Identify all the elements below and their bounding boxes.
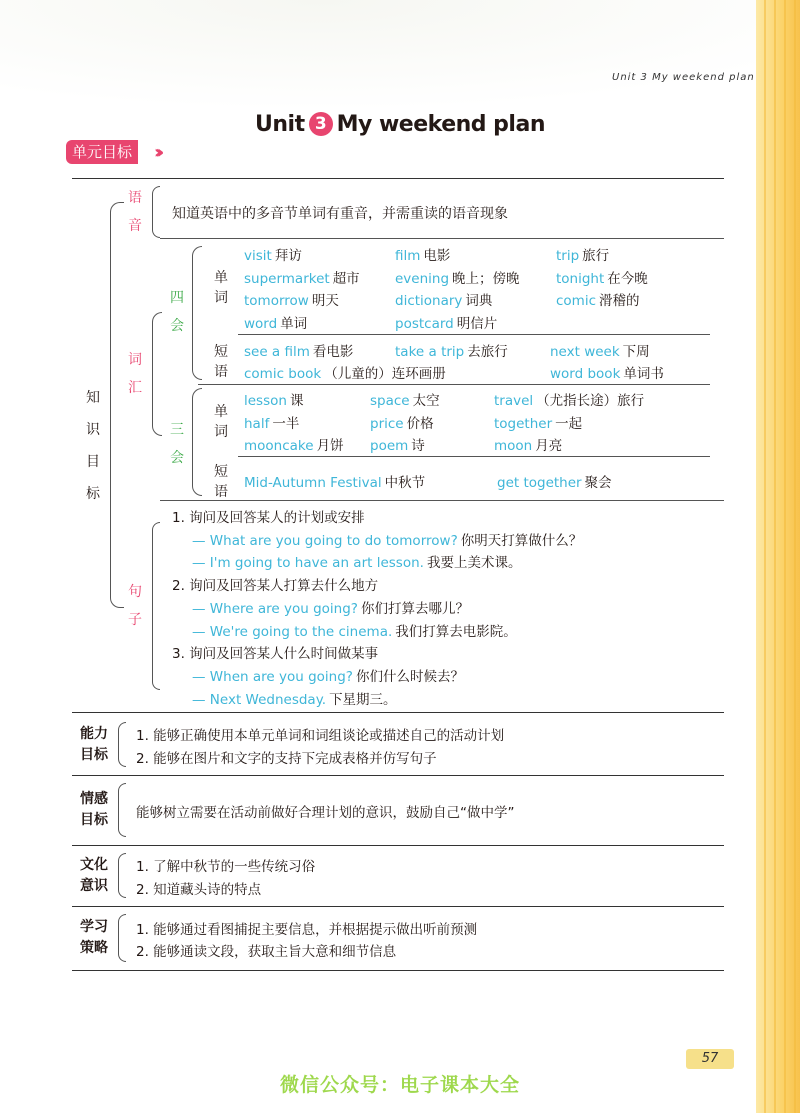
goal-label-line: 学习 [80, 919, 108, 935]
divider [160, 238, 724, 239]
english-term: travel [494, 393, 534, 409]
phrase-item [550, 340, 650, 360]
goal-item: 2. 能够在图片和文字的支持下完成表格并仿写句子 [136, 750, 437, 767]
word-item [494, 412, 582, 432]
english-term: see a film [244, 344, 310, 360]
english-term: Mid-Autumn Festival [244, 475, 382, 491]
word-item [370, 412, 434, 432]
word-item [244, 267, 360, 287]
chinese-meaning: 电影 [423, 248, 451, 264]
word-item [395, 267, 520, 287]
english-term: — I'm going to have an art lesson. [192, 555, 424, 572]
chinese-meaning: 明天 [311, 293, 339, 310]
word-item [494, 434, 562, 454]
pronunciation-text: 知道英语中的多音节单词有重音，并需重读的语音现象 [172, 206, 508, 222]
vocabulary-brace [152, 312, 162, 436]
phrase-item [497, 471, 612, 491]
word-item [244, 412, 299, 432]
english-term: mooncake [244, 438, 314, 454]
english-term: supermarket [244, 270, 330, 287]
table-top-border [72, 178, 724, 179]
english-term: — Next Wednesday. [192, 691, 327, 708]
book-page-edge [756, 0, 800, 1113]
page-background [0, 0, 760, 130]
word-item [370, 389, 440, 409]
chinese-meaning: （尤指长途）旅行 [536, 393, 645, 409]
three-skills-label: 三会 [170, 422, 184, 466]
goal-item: 2. 能够通读文段，获取主旨大意和细节信息 [136, 944, 397, 960]
goal-item: 1. 了解中秋节的一些传统习俗 [136, 859, 316, 875]
english-term: — Where are you going? [192, 600, 358, 617]
chinese-meaning: 你们什么时候去？ [355, 668, 464, 685]
english-term: trip [556, 248, 580, 264]
word-item [556, 244, 609, 264]
chinese-meaning: 我要上美术课。 [426, 555, 522, 572]
sentence-heading: 2. 询问及回答某人打算去什么地方 [172, 578, 379, 595]
chinese-meaning: 中秋节 [384, 475, 426, 491]
english-term: comic [556, 293, 597, 310]
phrase-item [244, 471, 425, 491]
goal-label-line: 策略 [80, 940, 108, 956]
english-term: tomorrow [244, 293, 309, 310]
three-words-label: 单词 [214, 404, 228, 440]
goal-label-line: 情感 [80, 791, 108, 807]
pronunciation-brace [152, 186, 160, 238]
phrase-item [244, 362, 446, 382]
divider [72, 970, 724, 971]
goal-label [78, 917, 110, 959]
chinese-meaning: 下星期三。 [329, 691, 397, 708]
english-term: — We're going to the cinema. [192, 623, 393, 640]
goal-item: 1. 能够正确使用本单元单词和词组谈论或描述自己的活动计划 [136, 728, 505, 744]
divider [72, 845, 724, 846]
english-term: dictionary [395, 293, 463, 310]
four-skills-label: 四会 [170, 290, 184, 334]
word-item [244, 434, 344, 454]
english-term: — What are you going to do tomorrow? [192, 532, 458, 549]
english-term: space [370, 393, 410, 409]
chinese-meaning: 月亮 [535, 438, 563, 454]
running-head: Unit 3 My weekend plan [612, 72, 755, 83]
phrase-item [244, 340, 353, 360]
chinese-meaning: （儿童的）连环画册 [324, 366, 446, 382]
phrase-item [395, 340, 508, 360]
unit-title-text: My weekend plan [336, 112, 545, 137]
english-term: price [370, 415, 404, 432]
chinese-meaning: 拜访 [274, 248, 302, 264]
english-term: film [395, 248, 421, 264]
chinese-meaning: 晚上；傍晚 [452, 270, 520, 287]
english-term: together [494, 415, 553, 432]
english-term: get together [497, 475, 582, 491]
english-term: word [244, 316, 278, 333]
divider [238, 334, 710, 335]
word-item [494, 389, 644, 409]
goal-label-line: 目标 [80, 746, 108, 763]
knowledge-goal-text: 知识目标 [86, 390, 100, 502]
knowledge-brace [110, 202, 124, 608]
english-term: half [244, 415, 270, 432]
chinese-meaning: 诗 [411, 438, 425, 454]
chinese-meaning: 词典 [465, 293, 493, 310]
three-phrases-label: 短语 [214, 464, 228, 500]
goal-brace [118, 783, 126, 837]
divider [198, 384, 710, 385]
goal-label [78, 789, 110, 831]
word-item [244, 289, 339, 309]
chinese-meaning: 在今晚 [607, 270, 648, 287]
sentence-heading: 1. 询问及回答某人的计划或安排 [172, 510, 365, 526]
sentence-line [192, 620, 517, 640]
chinese-meaning: 看电影 [312, 344, 354, 360]
word-item [244, 389, 303, 409]
knowledge-goal-label [84, 382, 102, 510]
goal-brace [118, 722, 126, 767]
english-term: comic book [244, 366, 322, 382]
four-phrases-label: 短语 [214, 344, 228, 380]
divider [72, 775, 724, 776]
chinese-meaning: 明信片 [456, 316, 498, 333]
chinese-meaning: 你们打算去哪儿？ [360, 600, 469, 617]
goal-label-line: 能力 [80, 725, 108, 742]
chinese-meaning: 旅行 [582, 248, 610, 264]
goal-item: 1. 能够通过看图捕捉主要信息，并根据提示做出听前预测 [136, 921, 478, 938]
chinese-meaning: 你明天打算做什么？ [460, 532, 583, 549]
chinese-meaning: 下周 [622, 344, 650, 360]
divider [72, 712, 724, 713]
pronunciation-label: 语音 [128, 190, 142, 234]
chinese-meaning: 超市 [332, 270, 360, 287]
goal-label [78, 855, 110, 897]
chinese-meaning: 滑稽的 [599, 293, 640, 310]
unit-title [0, 112, 800, 137]
sentence-line [192, 688, 397, 708]
vocabulary-label: 词汇 [128, 352, 142, 396]
four-words-label: 单词 [214, 270, 228, 306]
goal-label-line: 目标 [80, 812, 108, 828]
chinese-meaning: 单词书 [623, 366, 664, 382]
word-item [556, 289, 640, 309]
goal-label [78, 724, 110, 766]
sentence-line [192, 529, 582, 549]
english-term: — When are you going? [192, 668, 353, 685]
chinese-meaning: 课 [289, 393, 304, 409]
sentence-line [192, 551, 521, 571]
chinese-meaning: 去旅行 [467, 344, 508, 360]
goal-item: 2. 知道藏头诗的特点 [136, 881, 262, 898]
english-term: postcard [395, 316, 454, 333]
sentence-line [192, 597, 469, 617]
divider [238, 456, 710, 457]
word-item [244, 244, 302, 264]
word-item [244, 312, 307, 332]
english-term: next week [550, 344, 620, 360]
chinese-meaning: 一起 [555, 415, 583, 432]
english-term: evening [395, 270, 450, 287]
english-term: take a trip [395, 344, 465, 360]
watermark: 微信公众号：电子课本大全 [279, 1074, 520, 1096]
four-skills-brace [192, 246, 202, 380]
chinese-meaning: 我们打算去电影院。 [395, 623, 517, 640]
word-item [395, 289, 492, 309]
word-item [395, 244, 450, 264]
goal-brace [118, 914, 126, 962]
sentence-heading: 3. 询问及回答某人什么时间做某事 [172, 646, 379, 663]
unit-number-badge: 3 [309, 112, 333, 136]
chinese-meaning: 一半 [272, 415, 300, 432]
english-term: moon [494, 438, 533, 454]
english-term: tonight [556, 270, 605, 287]
english-term: word book [550, 366, 621, 382]
section-tab: 单元目标 [66, 140, 138, 164]
divider [72, 906, 724, 907]
double-chevron-icon: ››› [154, 141, 159, 163]
english-term: poem [370, 438, 409, 454]
chinese-meaning: 太空 [412, 393, 440, 409]
sentences-label: 句子 [128, 584, 142, 628]
page-number: 57 [686, 1049, 734, 1069]
chinese-meaning: 月饼 [316, 438, 344, 454]
three-skills-brace [192, 388, 202, 496]
word-item [370, 434, 425, 454]
goal-label-line: 文化 [80, 856, 108, 873]
goal-brace [118, 853, 126, 898]
english-term: visit [244, 248, 272, 264]
word-item [395, 312, 497, 332]
unit-title-prefix: Unit [255, 112, 305, 137]
chinese-meaning: 聚会 [584, 475, 612, 491]
word-item [556, 267, 648, 287]
chinese-meaning: 单词 [280, 316, 308, 333]
chinese-meaning: 价格 [406, 415, 434, 432]
divider [160, 500, 724, 501]
phrase-item [550, 362, 664, 382]
goal-item: 能够树立需要在活动前做好合理计划的意识，鼓励自己“做中学” [136, 804, 515, 821]
english-term: lesson [244, 393, 287, 409]
sentence-line [192, 665, 464, 685]
sentences-brace [152, 522, 160, 690]
goal-label-line: 意识 [80, 877, 108, 894]
